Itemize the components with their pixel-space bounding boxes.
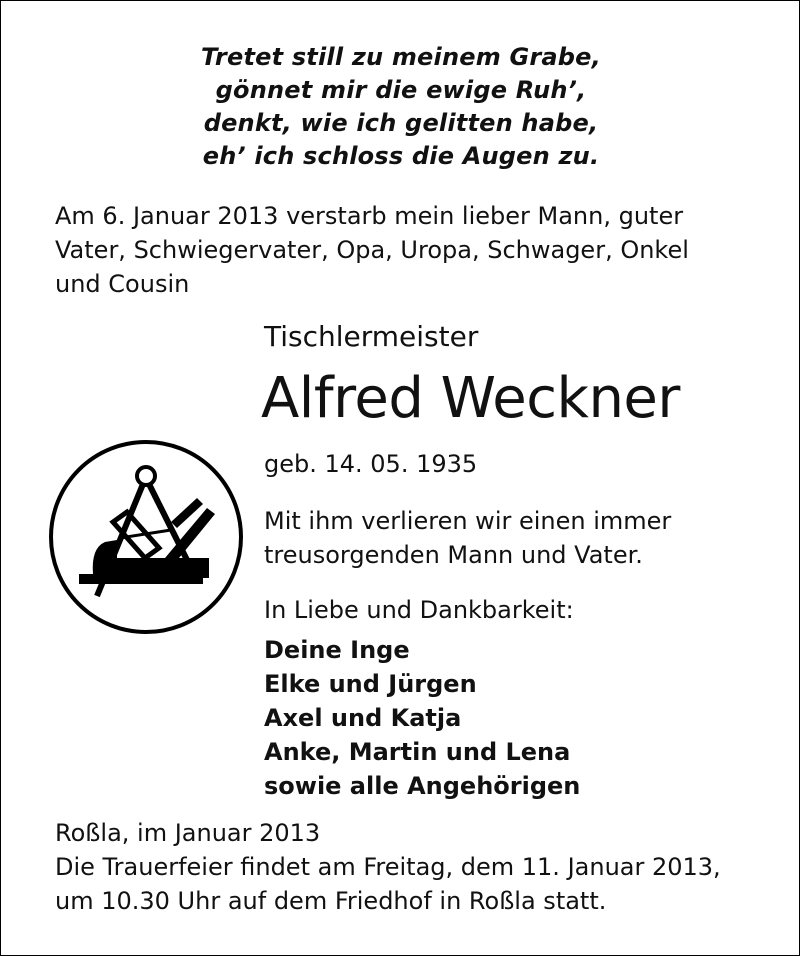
mourner-item: sowie alle Angehörigen xyxy=(264,772,581,800)
place-date: Roßla, im Januar 2013 xyxy=(55,819,321,847)
death-announcement xyxy=(55,199,749,301)
tribute-line: Mit ihm verlieren wir einen immer xyxy=(264,507,672,535)
poem-line: denkt, wie ich gelitten habe, xyxy=(203,109,599,137)
deceased-title: Tischlermeister xyxy=(264,320,479,353)
tribute-text xyxy=(264,504,671,572)
announcement-line: Am 6. Januar 2013 verstarb mein lieber Mann, guter xyxy=(55,202,684,230)
gratitude-line: In Liebe und Dankbarkeit: xyxy=(264,596,574,624)
mourner-item: Axel und Katja xyxy=(264,704,462,732)
mourner-item: Elke und Jürgen xyxy=(264,670,477,698)
carpenter-compass-plane-icon xyxy=(47,438,245,636)
birth-date: geb. 14. 05. 1935 xyxy=(264,450,478,478)
deceased-name: Alfred Weckner xyxy=(261,366,680,431)
poem-line: Tretet still zu meinem Grabe, xyxy=(201,43,601,71)
funeral-line: Die Trauerfeier findet am Freitag, dem 11. Januar 2013, xyxy=(55,853,721,881)
poem-line: gönnet mir die ewige Ruh’, xyxy=(215,76,587,104)
tribute-line: treusorgenden Mann und Vater. xyxy=(264,541,643,569)
mourners-list xyxy=(264,633,580,803)
funeral-info xyxy=(55,850,721,918)
poem-line: eh’ ich schloss die Augen zu. xyxy=(202,142,600,170)
mourner-item: Anke, Martin und Lena xyxy=(264,738,571,766)
funeral-line: um 10.30 Uhr auf dem Friedhof in Roßla statt. xyxy=(55,887,607,915)
announcement-line: und Cousin xyxy=(55,270,190,298)
announcement-line: Vater, Schwiegervater, Opa, Uropa, Schwager, Onkel xyxy=(55,236,689,264)
mourner-item: Deine Inge xyxy=(264,636,410,664)
memorial-poem xyxy=(1,41,800,173)
